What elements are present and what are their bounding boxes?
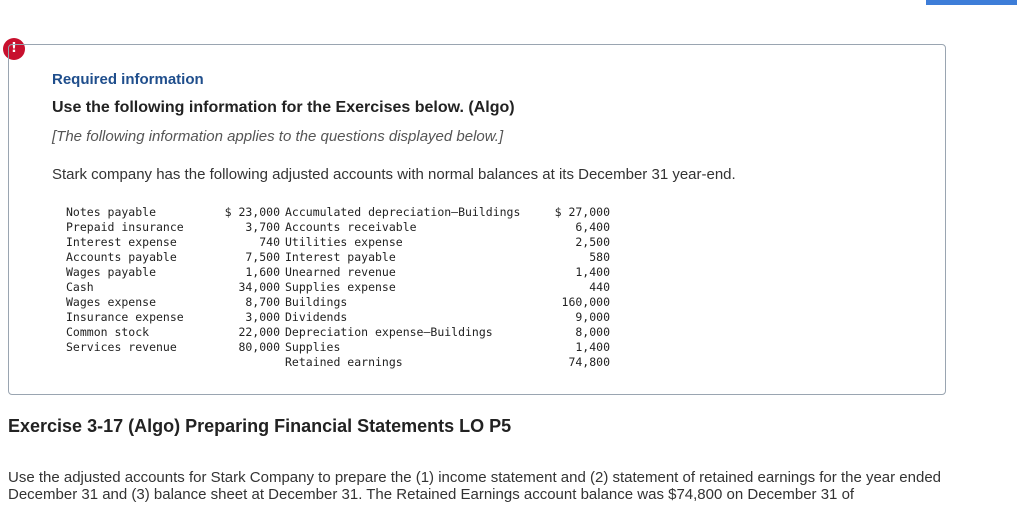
instructions-heading: Use the following information for the Exercises below. (Algo)	[52, 99, 515, 116]
account-amount: 8,000	[575, 325, 610, 339]
required-information-panel	[8, 44, 946, 395]
table-row	[64, 235, 610, 250]
account-amount: $ 27,000	[554, 205, 610, 219]
account-name: Unearned revenue	[285, 265, 396, 279]
account-amount: 6,400	[575, 220, 610, 234]
exercise-instructions: Use the adjusted accounts for Stark Company to prepare the (1) income statement and (2) statement of retained earnings for the year ended December 31 and (3) balance sheet at December 31. The Retained Earnings account balance was $74,800 on December 31 of	[8, 469, 942, 503]
table-row	[64, 325, 610, 340]
table-row	[64, 205, 610, 220]
account-amount: 580	[589, 250, 610, 264]
table-row	[64, 355, 610, 370]
account-name: Interest payable	[285, 250, 396, 264]
account-amount: 160,000	[561, 295, 610, 309]
account-amount	[218, 355, 285, 370]
account-amount: 3,700	[245, 220, 280, 234]
account-name: Insurance expense	[66, 310, 184, 324]
account-amount: 74,800	[568, 355, 610, 369]
account-amount: 1,400	[575, 340, 610, 354]
account-name: Wages payable	[66, 265, 157, 279]
account-name: Utilities expense	[285, 235, 403, 249]
account-amount: 1,400	[575, 265, 610, 279]
account-name: Accounts payable	[66, 250, 177, 264]
intro-text: Stark company has the following adjusted accounts with normal balances at its December 31 year-end.	[52, 166, 736, 183]
table-row	[64, 340, 610, 355]
account-name: Accumulated depreciation—Buildings	[285, 205, 521, 219]
adjusted-accounts-table	[64, 205, 610, 370]
alert-icon: !	[3, 38, 25, 60]
account-name: Supplies	[285, 340, 341, 354]
account-name: Buildings	[285, 295, 348, 309]
account-amount: 3,000	[245, 310, 280, 324]
account-amount: 440	[589, 280, 610, 294]
table-row	[64, 280, 610, 295]
account-amount: 2,500	[575, 235, 610, 249]
applies-note: [The following information applies to the questions displayed below.]	[52, 128, 504, 145]
account-amount: $ 23,000	[224, 205, 280, 219]
account-name: Accounts receivable	[285, 220, 417, 234]
account-name: Notes payable	[66, 205, 157, 219]
account-name: Dividends	[285, 310, 348, 324]
account-amount: 7,500	[245, 250, 280, 264]
account-name: Supplies expense	[285, 280, 396, 294]
account-name	[64, 355, 218, 370]
table-row	[64, 265, 610, 280]
account-name: Interest expense	[66, 235, 177, 249]
exercise-title: Exercise 3-17 (Algo) Preparing Financial Statements LO P5	[8, 416, 512, 436]
account-amount: 22,000	[238, 325, 280, 339]
account-amount: 740	[259, 235, 280, 249]
table-row	[64, 295, 610, 310]
table-row	[64, 220, 610, 235]
required-information-title: Required information	[52, 71, 204, 88]
account-amount: 80,000	[238, 340, 280, 354]
account-name: Services revenue	[66, 340, 177, 354]
account-amount: 9,000	[575, 310, 610, 324]
account-name: Wages expense	[66, 295, 157, 309]
table-row	[64, 250, 610, 265]
account-name: Common stock	[66, 325, 150, 339]
account-name: Cash	[66, 280, 94, 294]
top-progress-bar	[926, 0, 1017, 5]
table-row	[64, 310, 610, 325]
account-amount: 8,700	[245, 295, 280, 309]
account-amount: 34,000	[238, 280, 280, 294]
account-name: Depreciation expense—Buildings	[285, 325, 493, 339]
account-name: Prepaid insurance	[66, 220, 184, 234]
account-name: Retained earnings	[285, 355, 403, 369]
account-amount: 1,600	[245, 265, 280, 279]
